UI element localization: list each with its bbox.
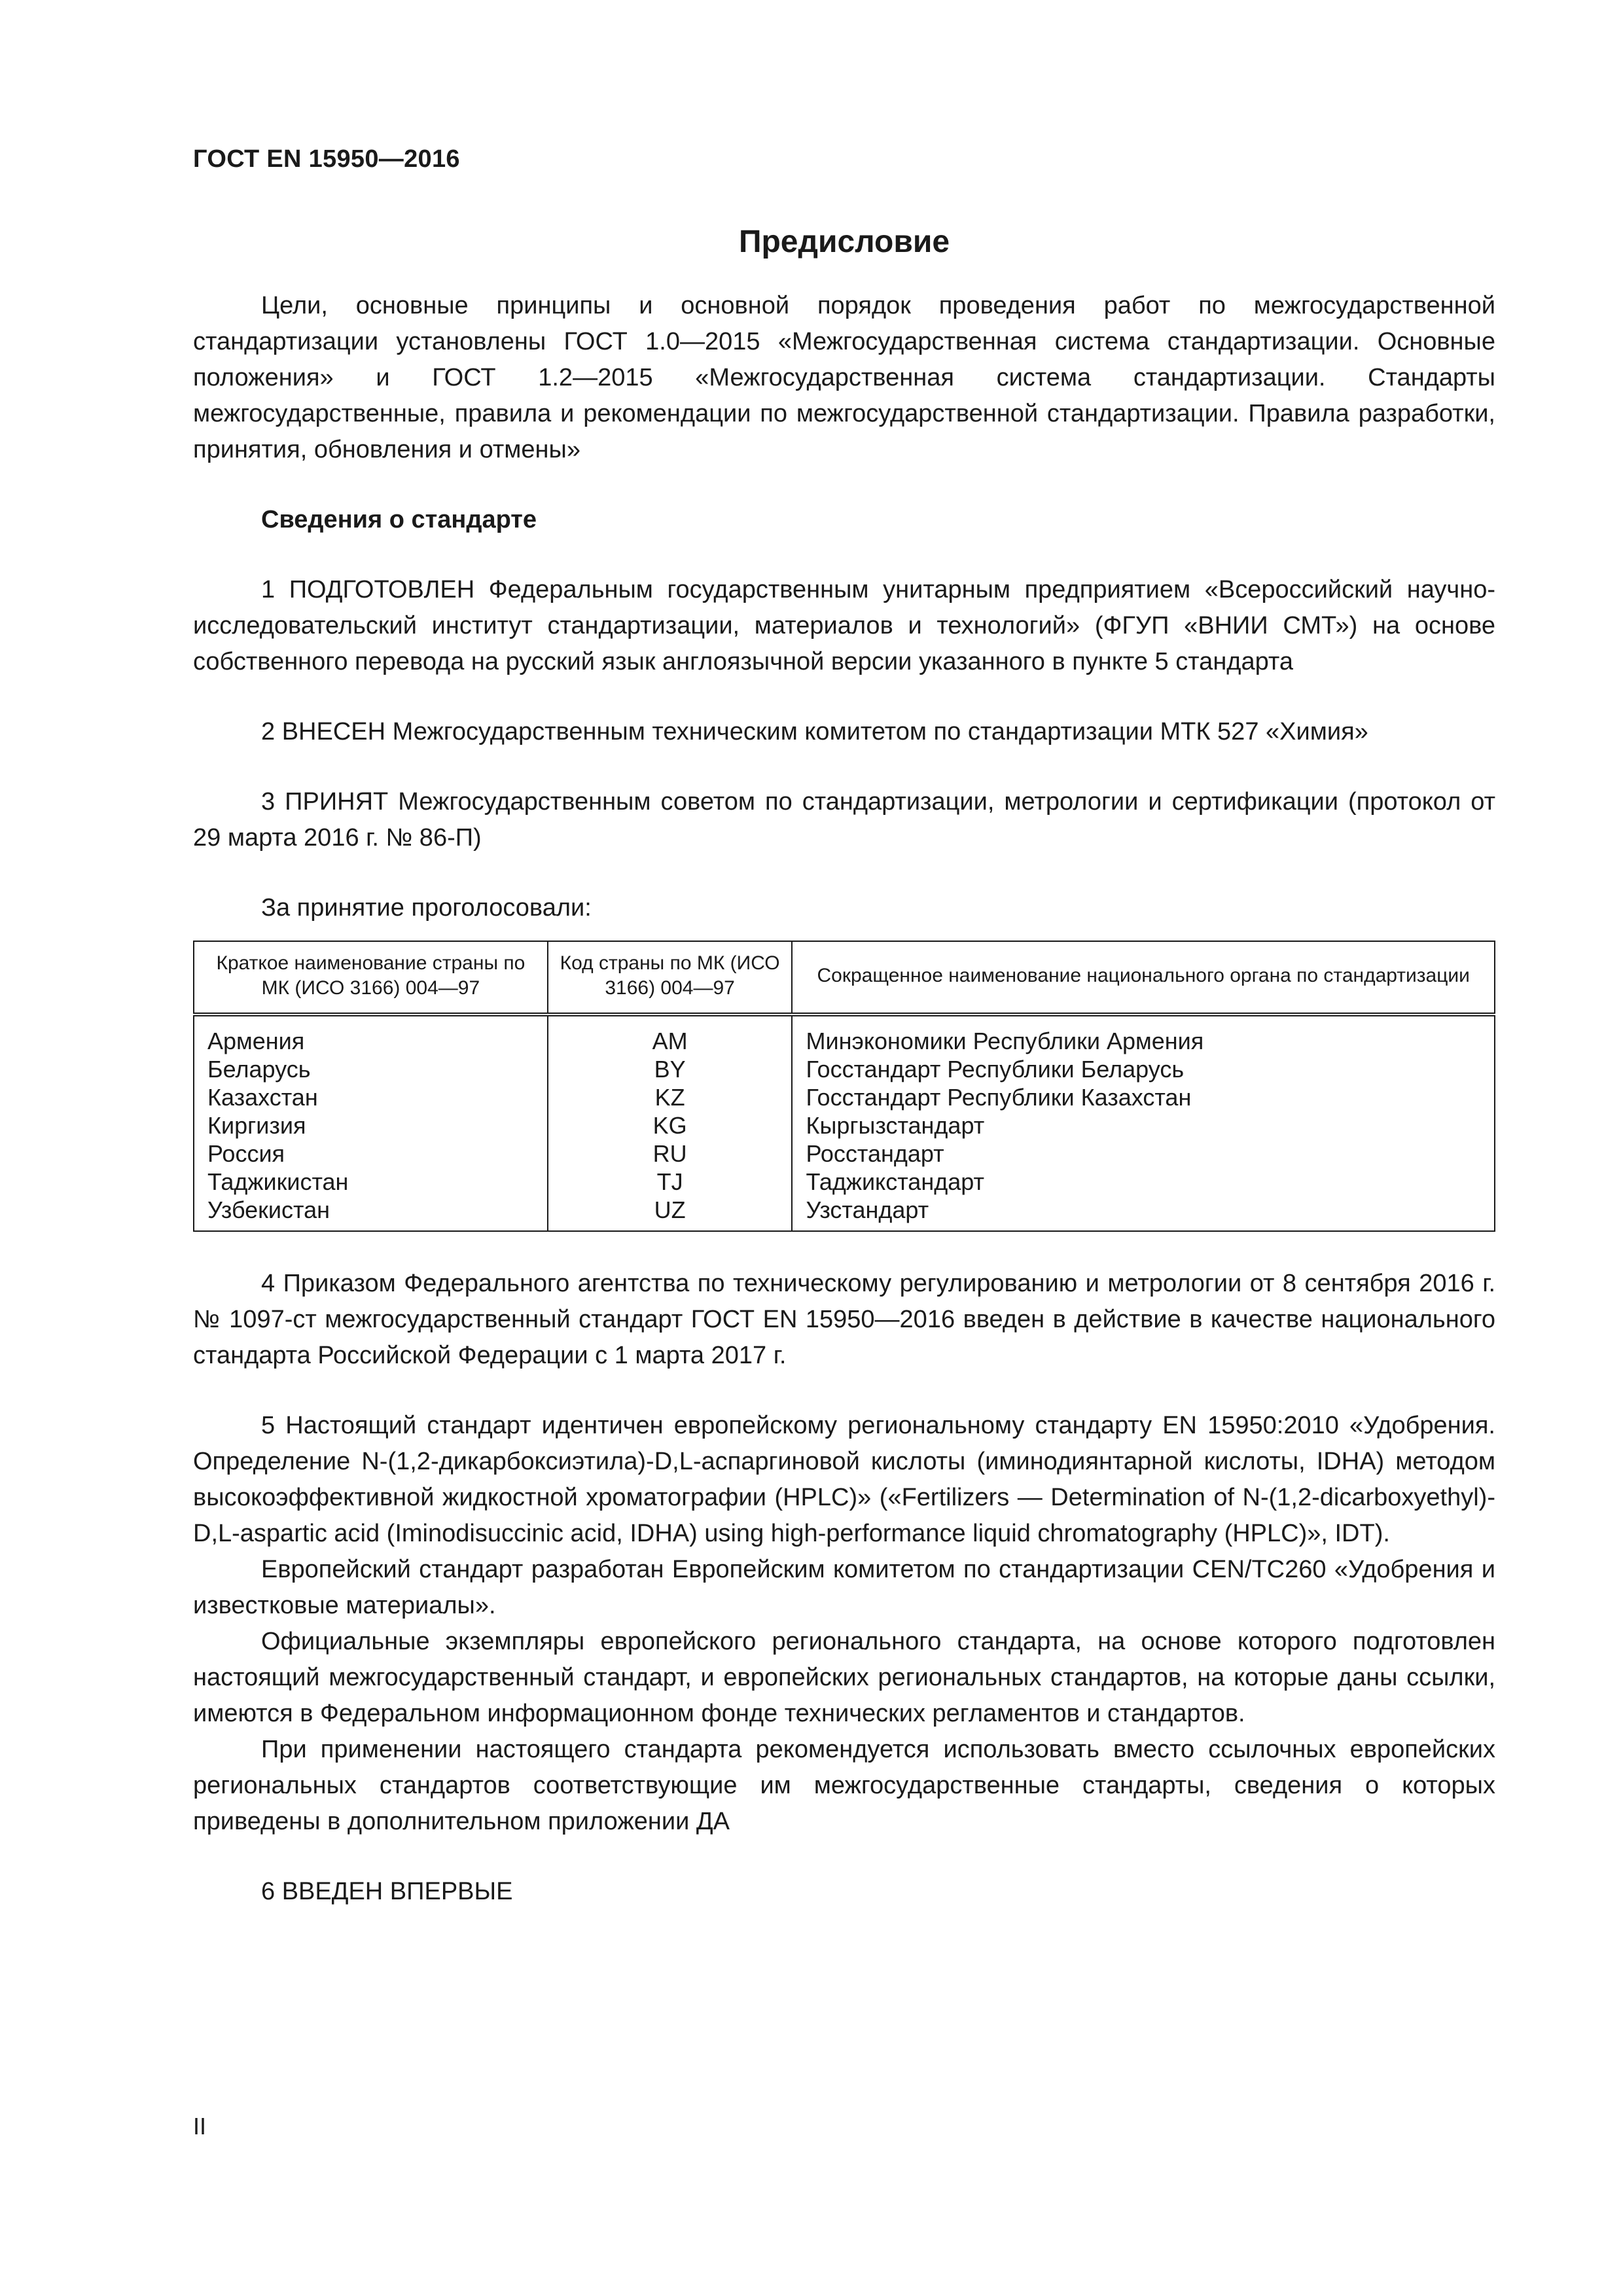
country-name: Армения: [194, 1014, 548, 1055]
column-header-country: Краткое наименование страны по МК (ИСО 3166) 004—97: [194, 941, 548, 1014]
table-row: [194, 1083, 1495, 1111]
item-4: 4 Приказом Федерального агентства по техническому регулированию и метрологии от 8 сентября 2016 г. № 1097-ст межгосударственный стандарт ГОСТ EN 15950—2016 введен в действие в качестве национального стандарта Российской Федерации с 1 марта 2017 г.: [193, 1270, 1495, 1369]
country-code: UZ: [548, 1196, 793, 1231]
preface-content: [193, 288, 1495, 1910]
standards-body: Таджикстандарт: [792, 1168, 1495, 1196]
item-3: 3 ПРИНЯТ Межгосударственным советом по стандартизации, метрологии и сертификации (протокол от 29 марта 2016 г. № 86-П): [193, 788, 1495, 852]
column-header-body: Сокращенное наименование национального органа по стандартизации: [792, 941, 1495, 1014]
country-name: Беларусь: [194, 1055, 548, 1083]
standards-body: Росстандарт: [792, 1139, 1495, 1168]
country-code: KZ: [548, 1083, 793, 1111]
item-6: 6 ВВЕДЕН ВПЕРВЫЕ: [261, 1878, 513, 1905]
country-code: TJ: [548, 1168, 793, 1196]
standards-body: Госстандарт Республики Казахстан: [792, 1083, 1495, 1111]
table-row: [194, 1055, 1495, 1083]
item-1: 1 ПОДГОТОВЛЕН Федеральным государственным унитарным предприятием «Всероссийский научно-исследовательский институт стандартизации, материалов и технологий» (ФГУП «ВНИИ СМТ») на основе собственного перевода на русский язык англоязычной версии указанного в пункте 5 стандарта: [193, 576, 1495, 675]
country-code: KG: [548, 1111, 793, 1139]
item-5: 5 Настоящий стандарт идентичен европейскому региональному стандарту EN 15950:2010 «Удобрения. Определение N-(1,2-дикарбоксиэтила)-D,L-аспаргиновой кислоты (иминодиянтарной кислоты, IDHA) методом высокоэффективной жидкостной хроматографии (HPLC)» («Fertilizers — Determination of N-(1,2-dicarboxyethyl)-D,L-aspartic acid (Iminodisuccinic acid, IDHA) using high-performance liquid chromatography (HPLC)», IDT).: [193, 1412, 1495, 1547]
table-row: [194, 1196, 1495, 1231]
table-header-row: [194, 941, 1495, 1014]
preface-title: Предисловие: [738, 224, 950, 259]
preface-intro: Цели, основные принципы и основной порядок проведения работ по межгосударственной стандартизации установлены ГОСТ 1.0—2015 «Межгосударственная система стандартизации. Основные положения» и ГОСТ 1.2—2015 «Межгосударственная система стандартизации. Стандарты межгосударственные, правила и рекомендации по межгосударственной стандартизации. Правила разработки, принятия, обновления и отмены»: [193, 292, 1495, 463]
item-5-paragraph-4: При применении настоящего стандарта рекомендуется использовать вместо ссылочных европейских региональных стандартов соответствующие им межгосударственные стандарты, сведения о которых приведены в дополнительном приложении ДА: [193, 1736, 1495, 1835]
table-row: [194, 1014, 1495, 1055]
country-name: Россия: [194, 1139, 548, 1168]
standards-body: Минэкономики Республики Армения: [792, 1014, 1495, 1055]
voting-countries-table: [193, 941, 1495, 1232]
country-code: RU: [548, 1139, 793, 1168]
item-5-paragraph-2: Европейский стандарт разработан Европейским комитетом по стандартизации CEN/TC260 «Удобрения и известковые материалы».: [193, 1556, 1495, 1619]
country-name: Киргизия: [194, 1111, 548, 1139]
document-code: ГОСТ EN 15950—2016: [193, 145, 460, 173]
column-header-code: Код страны по МК (ИСО 3166) 004—97: [548, 941, 793, 1014]
table-row: [194, 1168, 1495, 1196]
country-name: Узбекистан: [194, 1196, 548, 1231]
standards-body: Госстандарт Республики Беларусь: [792, 1055, 1495, 1083]
vote-label: За принятие проголосовали:: [261, 894, 592, 922]
country-name: Таджикистан: [194, 1168, 548, 1196]
page-number: II: [193, 2113, 207, 2140]
item-5-paragraph-3: Официальные экземпляры европейского регионального стандарта, на основе которого подготовлен настоящий межгосударственный стандарт, и европейских региональных стандартов, на которые даны ссылки, имеются в Федеральном информационном фонде технических регламентов и стандартов.: [193, 1628, 1495, 1727]
table-row: [194, 1111, 1495, 1139]
item-2: 2 ВНЕСЕН Межгосударственным техническим комитетом по стандартизации МТК 527 «Химия»: [261, 718, 1368, 745]
section-heading: Сведения о стандарте: [261, 506, 537, 533]
standards-body: Кыргызстандарт: [792, 1111, 1495, 1139]
table-row: [194, 1139, 1495, 1168]
country-code: AM: [548, 1014, 793, 1055]
country-code: BY: [548, 1055, 793, 1083]
country-name: Казахстан: [194, 1083, 548, 1111]
standards-body: Узстандарт: [792, 1196, 1495, 1231]
